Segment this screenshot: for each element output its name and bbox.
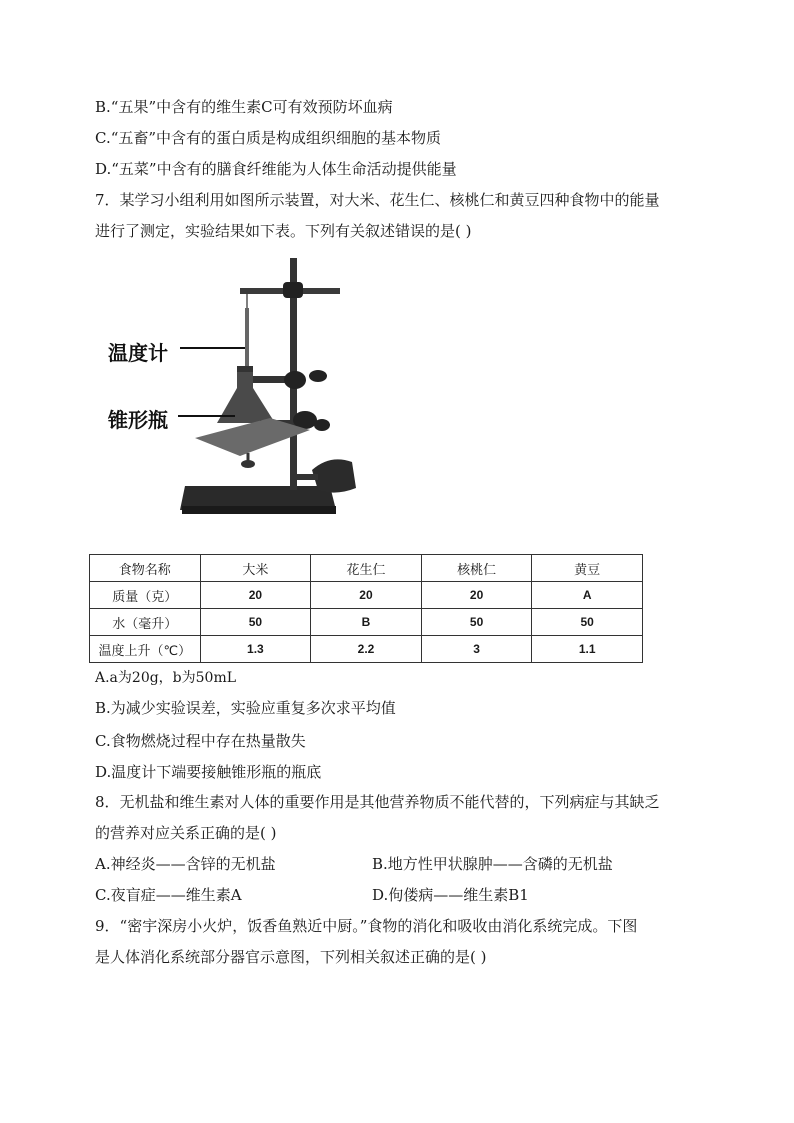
question-7-line-1: 7．某学习小组利用如图所示装置，对大米、花生仁、核桃仁和黄豆四种食物中的能量: [95, 191, 660, 209]
results-table: [89, 554, 643, 663]
q7-option-c: C.食物燃烧过程中存在热量散失: [95, 732, 306, 750]
q7-option-b: B.为减少实验误差，实验应重复多次求平均值: [95, 699, 396, 717]
table-cell: 2.2: [311, 636, 422, 663]
table-cell: 1.1: [532, 636, 643, 663]
question-9-line-1: 9．“密宇深房小火炉，饭香鱼熟近中厨。”食物的消化和吸收由消化系统完成。下图: [95, 917, 638, 935]
question-8-line-1: 8．无机盐和维生素对人体的重要作用是其他营养物质不能代替的，下列病症与其缺乏: [95, 793, 660, 811]
table-cell: B: [311, 609, 422, 636]
option-b-text: B.“五果”中含有的维生素C可有效预防坏血病: [95, 98, 393, 116]
question-8-line-2: 的营养对应关系正确的是( ): [95, 824, 277, 842]
table-cell: A: [532, 582, 643, 609]
option-c-text: C.“五畜”中含有的蛋白质是构成组织细胞的基本物质: [95, 129, 442, 147]
table-cell: 50: [200, 609, 311, 636]
table-row: [90, 582, 643, 609]
header-soybean: 黄豆: [532, 555, 643, 582]
row-label-mass: 质量（克）: [90, 582, 201, 609]
experiment-apparatus-figure: [100, 248, 360, 544]
table-row: [90, 609, 643, 636]
q7-option-a: A.a为20g，b为50mL: [95, 670, 237, 686]
q8-option-b: B.地方性甲状腺肿——含磷的无机盐: [372, 855, 613, 873]
option-d-text: D.“五菜”中含有的膳食纤维能为人体生命活动提供能量: [95, 160, 457, 178]
table-row: [90, 636, 643, 663]
question-9-line-2: 是人体消化系统部分器官示意图，下列相关叙述正确的是( ): [95, 948, 487, 966]
q8-option-a: A.神经炎——含锌的无机盐: [95, 855, 276, 873]
row-label-temperature: 温度上升（℃）: [90, 636, 201, 663]
q8-option-d: D.佝偻病——维生素B1: [372, 886, 529, 904]
table-cell: 1.3: [200, 636, 311, 663]
table-header-row: [90, 555, 643, 582]
question-7-line-2: 进行了测定，实验结果如下表。下列有关叙述错误的是( ): [95, 222, 472, 240]
thermometer-label: 温度计: [108, 341, 168, 365]
apparatus-illustration: [100, 248, 360, 544]
table-cell: 3: [421, 636, 532, 663]
q8-option-c: C.夜盲症——维生素A: [95, 886, 242, 904]
table-cell: 50: [532, 609, 643, 636]
header-rice: 大米: [200, 555, 311, 582]
table-cell: 20: [311, 582, 422, 609]
table-cell: 20: [200, 582, 311, 609]
header-walnut: 核桃仁: [421, 555, 532, 582]
table-cell: 20: [421, 582, 532, 609]
row-label-water: 水（毫升）: [90, 609, 201, 636]
table-cell: 50: [421, 609, 532, 636]
flask-label: 锥形瓶: [108, 408, 168, 432]
header-food-name: 食物名称: [90, 555, 201, 582]
q7-option-d: D.温度计下端要接触锥形瓶的瓶底: [95, 763, 322, 781]
header-peanut: 花生仁: [311, 555, 422, 582]
